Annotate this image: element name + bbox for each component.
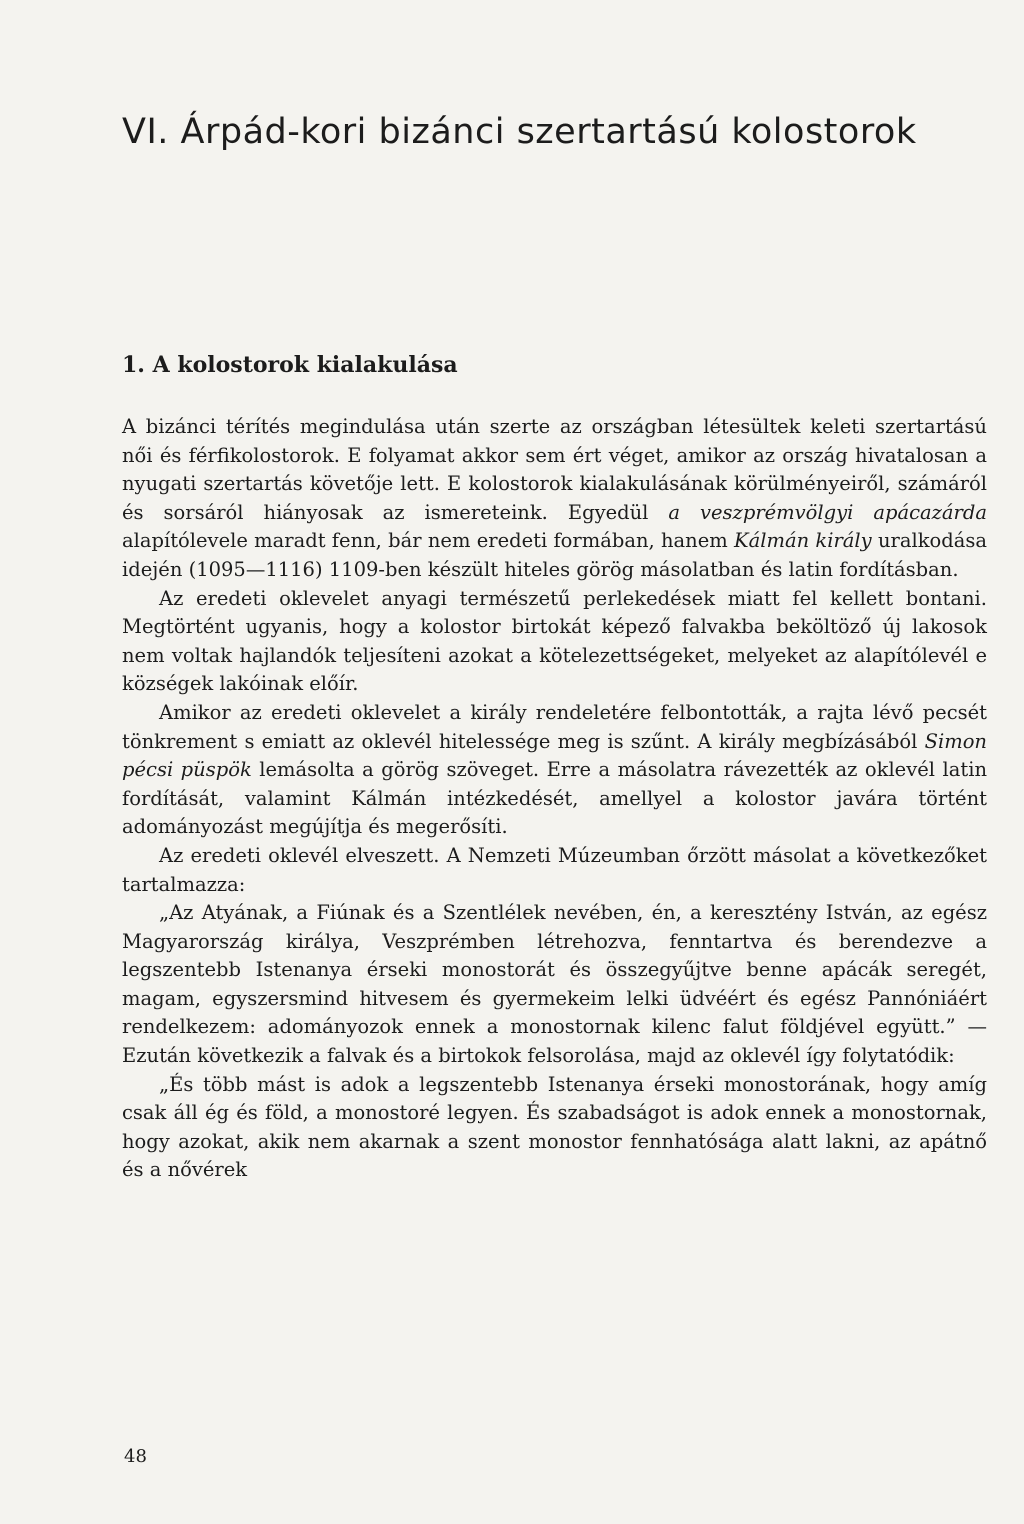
paragraph-1-italic-1: a veszprémvölgyi apácazárda — [668, 500, 987, 524]
paragraph-2: Az eredeti oklevelet anyagi természetű perlekedések miatt fel kellett bontani. Megtörtént ugyanis, hogy a kolostor birtokát képező falvakba beköltöző új lakosok nem voltak hajlandók teljesíteni azokat a kötelezettségeket, melyeket az alapítólevél e községek lakóinak előír. — [122, 586, 987, 696]
paragraph-1-text-2: alapítólevele maradt fenn, bár nem eredeti formában, hanem — [122, 529, 735, 553]
paragraph-3-text-2: lemásolta a görög szöveget. Erre a másolatra rávezették az oklevél latin fordítását, valamint Kálmán intézkedését, amellyel a kolostor javára történt adományozást megújítja és megerősíti. — [122, 758, 987, 839]
paragraph-3 — [122, 699, 987, 842]
paragraph-6: „És több mást is adok a legszentebb Istenanya érseki monostorának, hogy amíg csak áll ég és föld, a monostoré legyen. És szabadságot is adok ennek a monostornak, hogy azokat, akik nem akarnak a szent monostor fennhatósága alatt lakni, az apátnő és a nővérek — [122, 1072, 987, 1182]
paragraph-1-text-1: A bizánci térítés megindulása után szerte az országban létesültek keleti szertartású női és férfikolostorok. E folyamat akkor sem ért véget, amikor az ország hivatalosan a nyugati szertartás követője lett. E kolostorok kialakulásának körülményeiről, számáról és sorsáról hiányosak az ismereteink. Egyedül — [122, 415, 987, 524]
paragraph-1-text-3: uralkodása idején (1095—1116) 1109-ben készült hiteles görög másolatban és latin fordításban. — [122, 529, 987, 581]
page-number: 48 — [124, 1446, 147, 1467]
paragraph-5: „Az Atyának, a Fiúnak és a Szentlélek nevében, én, a keresztény István, az egész Magyarország királya, Veszprémben létrehozva, fenntartva és berendezve a legszentebb Istenanya érseki monostorát és összegyűjtve benne apácák seregét, magam, egyszersmind hitvesem és gyermekeim lelki üdvéért és egész Pannóniáért rendelkezem: adományozok ennek a monostornak kilenc falut földjével együtt.” — Ezután következik a falvak és a birtokok felsorolása, majd az oklevél így folytatódik: — [122, 901, 987, 1068]
paragraph-1-italic-2: Kálmán király — [734, 529, 872, 553]
paragraph-1 — [122, 413, 987, 585]
chapter-title: VI. Árpád-kori bizánci szertartású kolostorok — [122, 112, 917, 152]
section-title: 1. A kolostorok kialakulása — [122, 352, 458, 378]
paragraph-3-text-1: Amikor az eredeti oklevelet a király rendeletére felbontották, a rajta lévő pecsét tönkrement s emiatt az oklevél hitelessége meg is szűnt. A király megbízásából — [122, 700, 987, 753]
paragraph-3-italic-1: Simon pécsi püspök — [122, 729, 987, 782]
body-text — [122, 413, 987, 1185]
paragraph-4: Az eredeti oklevél elveszett. A Nemzeti Múzeumban őrzött másolat a következőket tartalmazza: — [122, 843, 987, 896]
